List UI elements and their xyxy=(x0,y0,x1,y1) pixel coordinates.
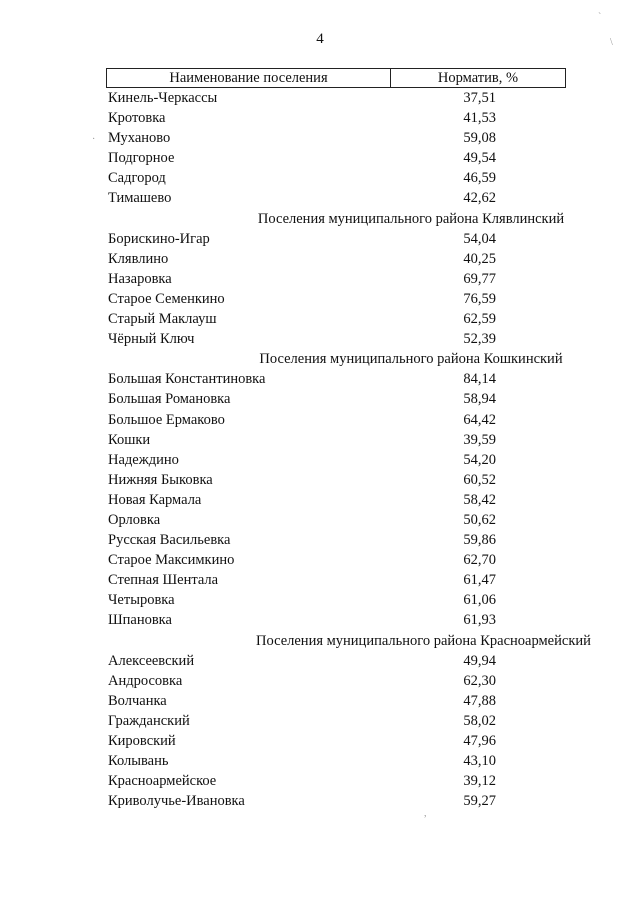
table-row xyxy=(106,269,566,289)
settlement-name: Красноармейское xyxy=(108,773,217,790)
settlement-name: Алексеевский xyxy=(108,652,195,669)
settlement-name: Тимашево xyxy=(108,190,172,207)
norm-value: 60,52 xyxy=(463,471,496,488)
norm-value: 59,27 xyxy=(463,793,496,810)
settlement-name: Старое Семенкино xyxy=(108,290,225,307)
norm-value: 54,20 xyxy=(463,451,496,468)
norm-value: 54,04 xyxy=(463,230,496,247)
settlement-name: Гражданский xyxy=(108,712,190,729)
table-row xyxy=(106,751,566,771)
settlement-name: Новая Кармала xyxy=(108,491,202,508)
norm-value: 59,86 xyxy=(463,532,496,549)
settlement-name: Кротовка xyxy=(108,110,166,127)
norm-value: 47,88 xyxy=(463,692,496,709)
settlement-name: Кинель-Черкассы xyxy=(108,90,218,106)
norm-value: 61,06 xyxy=(463,592,496,609)
norm-value: 47,96 xyxy=(463,733,496,749)
scan-mark: , xyxy=(424,808,427,819)
column-header-settlement: Наименование поселения xyxy=(107,69,391,87)
norm-value: 42,62 xyxy=(463,190,496,207)
norm-value: 61,47 xyxy=(463,572,496,589)
table-row xyxy=(106,88,566,108)
norm-value: 64,42 xyxy=(463,411,496,428)
table-row xyxy=(106,731,566,751)
norm-value: 58,02 xyxy=(463,712,496,729)
column-header-norm: Норматив, % xyxy=(437,70,519,86)
norm-value: 76,59 xyxy=(463,290,496,307)
norm-value: 41,53 xyxy=(463,110,496,127)
settlement-name: Кировский xyxy=(108,733,176,749)
table-row xyxy=(106,188,566,208)
table-row xyxy=(106,450,566,470)
settlement-name: Муханово xyxy=(108,130,171,147)
norm-value: 69,77 xyxy=(463,270,496,287)
norm-value: 50,62 xyxy=(463,511,496,528)
settlement-name: Клявлино xyxy=(108,250,169,267)
norm-value: 62,59 xyxy=(463,311,496,328)
norm-value: 49,94 xyxy=(463,652,496,669)
table-row xyxy=(106,530,566,550)
table-row xyxy=(106,771,566,791)
table-row xyxy=(106,550,566,570)
settlement-name: Волчанка xyxy=(108,692,167,709)
table-row xyxy=(106,691,566,711)
table-row xyxy=(106,389,566,409)
settlement-name: Борискино-Игар xyxy=(108,230,210,247)
settlement-name: Надеждино xyxy=(108,451,179,468)
settlement-norm-table xyxy=(106,68,591,811)
scan-mark: · xyxy=(92,134,96,145)
settlement-name: Кошки xyxy=(108,431,151,448)
table-row xyxy=(106,510,566,530)
norm-value: 49,54 xyxy=(463,150,496,167)
settlement-name: Андросовка xyxy=(108,672,183,689)
section-heading: Поселения муниципального района Красноармейский xyxy=(256,632,591,649)
settlement-name: Подгорное xyxy=(108,150,175,167)
table-row xyxy=(106,430,566,450)
table-row xyxy=(106,128,566,148)
table-row xyxy=(106,570,566,590)
section-heading: Поселения муниципального района Кошкинский xyxy=(259,351,563,368)
settlement-name: Криволучье-Ивановка xyxy=(108,793,245,810)
settlement-name: Колывань xyxy=(108,753,169,770)
norm-value: 52,39 xyxy=(463,331,496,348)
table-row xyxy=(106,369,566,389)
scan-mark: ` xyxy=(598,12,602,23)
norm-value: 40,25 xyxy=(463,250,496,267)
table-row xyxy=(106,249,566,269)
table-row xyxy=(106,490,566,510)
norm-value: 59,08 xyxy=(463,130,496,147)
settlement-name: Старое Максимкино xyxy=(108,552,235,569)
norm-value: 61,93 xyxy=(463,612,496,629)
norm-value: 62,70 xyxy=(463,552,496,569)
settlement-name: Большая Романовка xyxy=(108,391,231,408)
settlement-name: Большая Константиновка xyxy=(108,371,266,388)
table-row xyxy=(106,470,566,490)
settlement-name: Четыровка xyxy=(108,592,175,609)
table-header xyxy=(106,68,566,88)
settlement-name: Нижняя Быковка xyxy=(108,471,213,488)
norm-value: 39,59 xyxy=(463,431,496,448)
table-row xyxy=(106,168,566,188)
scan-mark: \ xyxy=(610,37,613,48)
norm-value: 43,10 xyxy=(463,753,496,770)
settlement-name: Садгород xyxy=(108,170,166,187)
section-heading: Поселения муниципального района Клявлинский xyxy=(257,210,565,227)
settlement-name: Чёрный Ключ xyxy=(108,331,195,348)
norm-value: 62,30 xyxy=(463,672,496,689)
norm-value: 37,51 xyxy=(463,90,496,106)
table-row xyxy=(106,711,566,731)
norm-value: 84,14 xyxy=(463,371,496,388)
table-row xyxy=(106,590,566,610)
table-row xyxy=(106,108,566,128)
settlement-name: Степная Шентала xyxy=(108,572,219,589)
page-number: 4 xyxy=(316,31,324,47)
norm-value: 39,12 xyxy=(463,773,496,790)
table-row xyxy=(106,791,566,811)
table-row xyxy=(106,148,566,168)
norm-value: 58,94 xyxy=(463,391,496,408)
settlement-name: Русская Васильевка xyxy=(108,532,231,549)
settlement-name: Большое Ермаково xyxy=(108,411,225,428)
norm-value: 46,59 xyxy=(463,170,496,187)
settlement-name: Старый Маклауш xyxy=(108,311,217,328)
table-row xyxy=(106,671,566,691)
table-row xyxy=(106,410,566,430)
table-row xyxy=(106,289,566,309)
table-row xyxy=(106,651,566,671)
norm-value: 58,42 xyxy=(463,491,496,508)
table-body xyxy=(106,88,591,811)
table-row xyxy=(106,610,566,630)
settlement-name: Назаровка xyxy=(108,270,172,287)
settlement-name: Шпановка xyxy=(108,612,172,629)
table-row xyxy=(106,329,566,349)
settlement-name: Орловка xyxy=(108,511,161,528)
table-row xyxy=(106,229,566,249)
table-row xyxy=(106,309,566,329)
